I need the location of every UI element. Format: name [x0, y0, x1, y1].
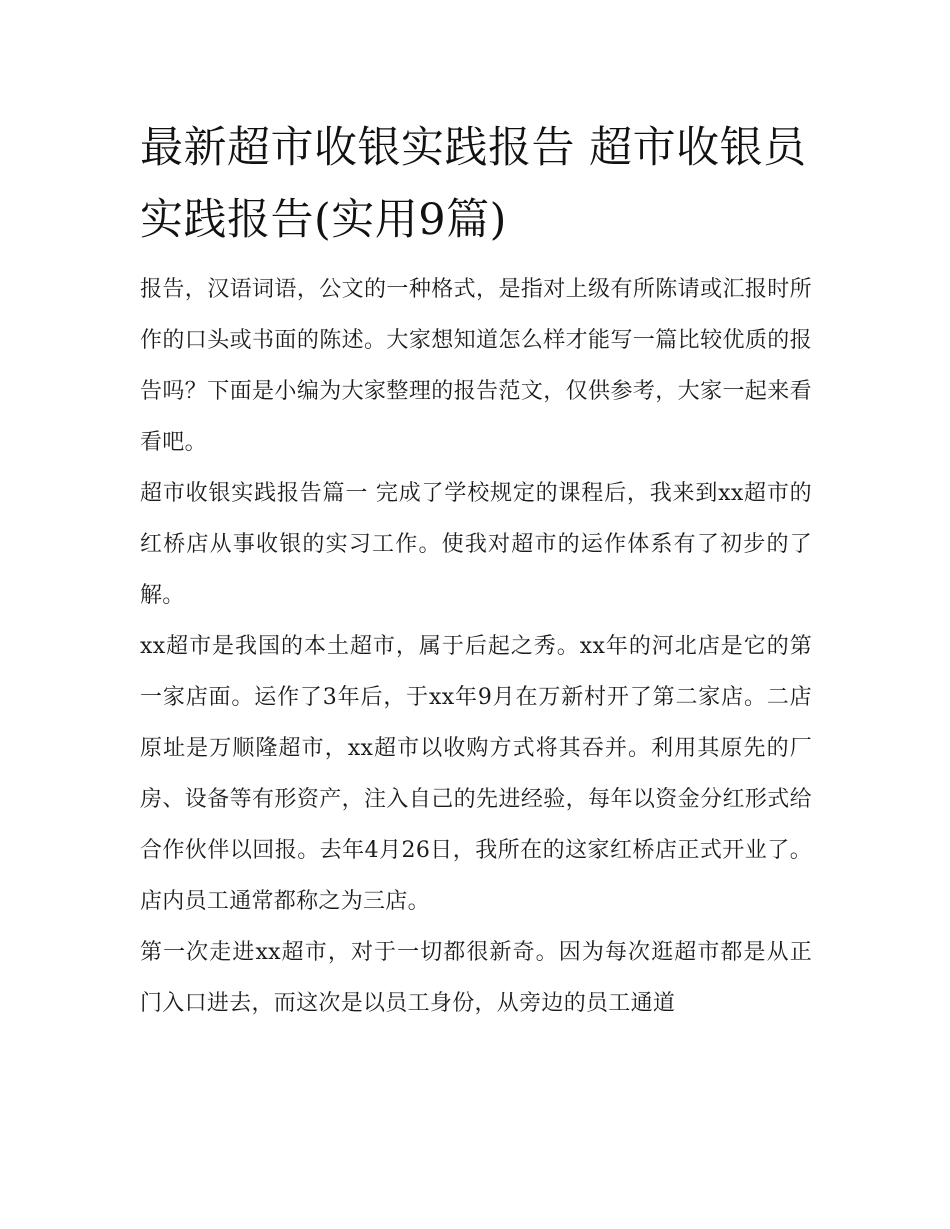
- paragraph-first-visit: 第一次走进xx超市，对于一切都很新奇。因为每次逛超市都是从正门入口进去，而这次是以员工身份，从旁边的员工通道: [140, 940, 812, 1016]
- paragraph-intro: 报告，汉语词语，公文的一种格式，是指对上级有所陈请或汇报时所作的口头或书面的陈述。大家想知道怎么样才能写一篇比较优质的报告吗？下面是小编为大家整理的报告范文，仅供参考，大家一起来看看吧。: [140, 277, 812, 455]
- paragraph-chapter-one-opening: 超市收银实践报告篇一 完成了学校规定的课程后，我来到xx超市的红桥店从事收银的实习工作。使我对超市的运作体系有了初步的了解。: [140, 481, 812, 608]
- document-title: 最新超市收银实践报告 超市收银员实践报告(实用9篇): [140, 123, 807, 245]
- paragraph-supermarket-background: xx超市是我国的本土超市，属于后起之秀。xx年的河北店是它的第一家店面。运作了3年后，于xx年9月在万新村开了第二家店。二店原址是万顺隆超市，xx超市以收购方式将其吞并。利用其原先的厂房、设备等有形资产，注入自己的先进经验，每年以资金分红形式给合作伙伴以回报。去年4月26日，我所在的这家红桥店正式开业了。店内员工通常都称之为三店。: [140, 634, 812, 914]
- document-body: [140, 112, 812, 1029]
